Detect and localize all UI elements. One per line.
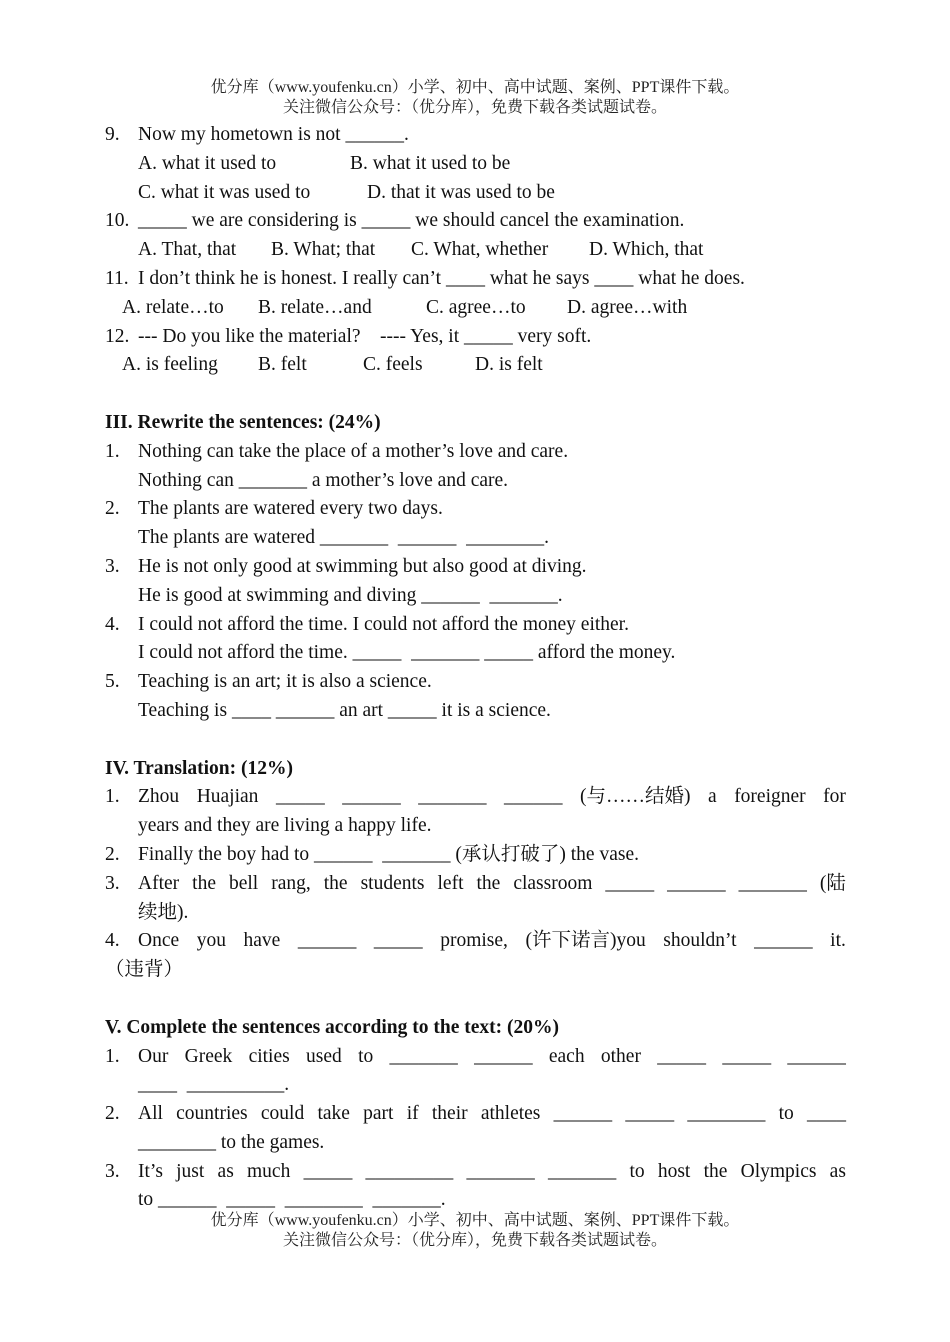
continuation: ________ to the games. bbox=[138, 1131, 325, 1153]
option-d: D. is felt bbox=[475, 354, 543, 376]
chinese-hint: (许下诺言)you bbox=[525, 930, 646, 952]
word: shouldn’t bbox=[663, 930, 737, 952]
blank: _______ bbox=[738, 872, 807, 894]
blank: ________ bbox=[687, 1103, 766, 1125]
item-number: 1. bbox=[105, 786, 120, 808]
question-number: 12. bbox=[105, 325, 130, 347]
option-a: A. what it used to bbox=[138, 152, 277, 174]
translation-item-1 bbox=[105, 783, 846, 841]
rewrite-list bbox=[105, 438, 846, 726]
footer-line-1: 优分库（www.youfenku.cn）小学、初中、高中试题、案例、PPT课件下载。 bbox=[210, 1212, 740, 1229]
translation-item-3 bbox=[105, 870, 846, 928]
word: Our bbox=[138, 1045, 169, 1067]
blank: ______ bbox=[503, 786, 563, 808]
rewrite-item-2 bbox=[105, 495, 846, 553]
option-a: A. is feeling bbox=[122, 354, 218, 376]
word: could bbox=[260, 1103, 305, 1125]
blank: _____ bbox=[722, 1045, 772, 1067]
rewrite-item-5 bbox=[105, 668, 846, 726]
rewrite-sentence: Teaching is ____ ______ an art _____ it is a science. bbox=[138, 699, 551, 721]
word: just bbox=[176, 1160, 205, 1182]
word: part bbox=[363, 1103, 394, 1125]
option-c: C. agree…to bbox=[426, 296, 526, 318]
question-stem: --- Do you like the material? ---- Yes, it _____ very soft. bbox=[138, 325, 592, 347]
rewrite-sentence: Nothing can _______ a mother’s love and care. bbox=[138, 469, 509, 491]
word: athletes bbox=[480, 1103, 541, 1125]
blank: ______ bbox=[667, 872, 726, 894]
word: to bbox=[778, 1103, 794, 1125]
word: as bbox=[829, 1160, 846, 1182]
option-b: B. felt bbox=[258, 354, 307, 376]
blank: _____ bbox=[625, 1103, 675, 1125]
option-c: C. feels bbox=[363, 354, 423, 376]
chinese-hint: （违背） bbox=[105, 959, 184, 981]
word: their bbox=[431, 1103, 468, 1125]
word: bell bbox=[228, 872, 259, 894]
word: other bbox=[600, 1045, 641, 1067]
word: used bbox=[306, 1045, 342, 1067]
original-sentence: Teaching is an art; it is also a science. bbox=[138, 671, 432, 693]
option-b: B. What; that bbox=[271, 239, 376, 261]
word: the bbox=[192, 872, 216, 894]
option-a: A. relate…to bbox=[122, 296, 224, 318]
item-number: 3. bbox=[105, 555, 120, 577]
justified-line bbox=[138, 783, 846, 812]
question-9 bbox=[105, 121, 846, 207]
option-b: B. what it used to be bbox=[350, 152, 511, 174]
word: it. bbox=[830, 930, 846, 952]
section-4-title: IV. Translation: (12%) bbox=[105, 757, 293, 779]
rewrite-sentence: I could not afford the time. _____ _______ _____ afford the money. bbox=[138, 642, 676, 664]
blank: ______ bbox=[342, 786, 401, 808]
word: promise, bbox=[440, 930, 508, 952]
blank: _______ bbox=[466, 1160, 535, 1182]
page-header bbox=[0, 78, 950, 118]
justified-line bbox=[138, 1043, 846, 1072]
blank: _______ bbox=[389, 1045, 458, 1067]
word: countries bbox=[176, 1103, 248, 1125]
item-number: 1. bbox=[105, 1045, 120, 1067]
rewrite-item-4 bbox=[105, 611, 846, 669]
word: Greek bbox=[184, 1045, 233, 1067]
option-d: D. agree…with bbox=[567, 296, 688, 318]
item-number: 5. bbox=[105, 671, 120, 693]
chinese-hint: (陆 bbox=[819, 872, 846, 894]
option-c: C. what it was used to bbox=[138, 181, 311, 203]
blank: ______ bbox=[474, 1045, 533, 1067]
word: you bbox=[196, 930, 226, 952]
word: if bbox=[406, 1103, 419, 1125]
justified-line bbox=[138, 1100, 846, 1129]
word: take bbox=[317, 1103, 350, 1125]
section-5-title: V. Complete the sentences according to the text: (20%) bbox=[105, 1016, 559, 1038]
footer-line-2: 关注微信公众号：（优分库），免费下载各类试题试卷。 bbox=[282, 1232, 667, 1249]
word: Olympics bbox=[740, 1160, 817, 1182]
original-sentence: I could not afford the time. I could not afford the money either. bbox=[138, 613, 629, 635]
blank: _____ bbox=[373, 930, 423, 952]
option-d: D. that it was used to be bbox=[367, 181, 555, 203]
rewrite-sentence: He is good at swimming and diving ______ _______. bbox=[138, 584, 563, 606]
word: classroom bbox=[513, 872, 593, 894]
question-number: 9. bbox=[105, 124, 120, 145]
blank: ______ bbox=[553, 1103, 613, 1125]
translation-item-2 bbox=[105, 841, 846, 870]
word: Zhou bbox=[138, 786, 180, 808]
word: After bbox=[138, 872, 180, 894]
blank: _______ bbox=[547, 1160, 617, 1182]
word: Once bbox=[138, 930, 180, 952]
item-number: 1. bbox=[105, 440, 120, 462]
word: much bbox=[247, 1160, 291, 1182]
blank: ______ bbox=[297, 930, 357, 952]
continuation: ____ __________. bbox=[138, 1074, 290, 1096]
blank: _______ bbox=[418, 786, 487, 808]
exam-content bbox=[105, 121, 846, 1215]
question-10 bbox=[105, 207, 846, 265]
page-footer bbox=[0, 1211, 950, 1251]
word: the bbox=[703, 1160, 728, 1182]
question-11 bbox=[105, 265, 846, 323]
word: foreigner bbox=[734, 786, 806, 808]
word: as bbox=[217, 1160, 234, 1182]
complete-item-2 bbox=[105, 1100, 846, 1158]
continuation: years and they are living a happy life. bbox=[138, 815, 432, 837]
complete-list bbox=[105, 1043, 846, 1216]
blank: ______ bbox=[754, 930, 813, 952]
word: the bbox=[323, 872, 348, 894]
item-number: 4. bbox=[105, 930, 120, 952]
complete-item-3 bbox=[105, 1158, 846, 1216]
option-d: D. Which, that bbox=[589, 239, 704, 261]
word: to bbox=[358, 1045, 374, 1067]
continuation: to ______ _____ ________ _______. bbox=[138, 1189, 446, 1211]
translation-list bbox=[105, 783, 846, 985]
word: a bbox=[708, 786, 717, 808]
question-number: 10. bbox=[105, 210, 130, 232]
word: left bbox=[437, 872, 464, 894]
original-sentence: The plants are watered every two days. bbox=[138, 498, 443, 520]
translation-item-4 bbox=[105, 927, 846, 985]
sentence: Finally the boy had to ______ _______ (承认打破了) the vase. bbox=[138, 843, 639, 865]
blank: ____ bbox=[807, 1103, 846, 1125]
word: students bbox=[360, 872, 425, 894]
blank: _____ bbox=[275, 786, 325, 808]
question-12 bbox=[105, 323, 846, 381]
word: cities bbox=[248, 1045, 290, 1067]
complete-item-1 bbox=[105, 1043, 846, 1101]
word: have bbox=[243, 930, 281, 952]
header-line-2: 关注微信公众号：（优分库），免费下载各类试题试卷。 bbox=[282, 99, 667, 116]
item-number: 3. bbox=[105, 1160, 120, 1182]
word: host bbox=[657, 1160, 691, 1182]
rewrite-item-3 bbox=[105, 553, 846, 611]
blank: ______ bbox=[787, 1045, 846, 1067]
blank: _____ bbox=[657, 1045, 707, 1067]
word: All bbox=[138, 1103, 163, 1125]
word: each bbox=[548, 1045, 585, 1067]
justified-line bbox=[138, 1158, 846, 1187]
original-sentence: He is not only good at swimming but also good at diving. bbox=[138, 555, 587, 577]
continuation: 续地). bbox=[138, 901, 189, 923]
item-number: 2. bbox=[105, 843, 120, 865]
item-number: 4. bbox=[105, 613, 120, 635]
item-number: 2. bbox=[105, 498, 120, 520]
justified-line bbox=[138, 927, 846, 956]
blank: _____ bbox=[303, 1160, 353, 1182]
original-sentence: Nothing can take the place of a mother’s love and care. bbox=[138, 440, 569, 462]
question-stem: _____ we are considering is _____ we should cancel the examination. bbox=[138, 210, 685, 232]
option-a: A. That, that bbox=[138, 239, 237, 261]
question-number: 11. bbox=[105, 267, 129, 289]
section-3-title: III. Rewrite the sentences: (24%) bbox=[105, 411, 381, 433]
blank: _____ bbox=[605, 872, 655, 894]
option-c: C. What, whether bbox=[411, 239, 549, 261]
chinese-hint: (与……结婚) bbox=[580, 786, 691, 808]
word: Huajian bbox=[196, 786, 259, 808]
word: rang, bbox=[271, 872, 311, 894]
word: to bbox=[629, 1160, 645, 1182]
justified-line bbox=[138, 870, 846, 899]
option-b: B. relate…and bbox=[258, 296, 372, 318]
question-stem: Now my hometown is not ______. bbox=[138, 124, 409, 145]
item-number: 2. bbox=[105, 1103, 120, 1125]
rewrite-sentence: The plants are watered _______ ______ ________. bbox=[138, 527, 550, 549]
header-line-1: 优分库（www.youfenku.cn）小学、初中、高中试题、案例、PPT课件下载。 bbox=[210, 79, 740, 96]
item-number: 3. bbox=[105, 872, 120, 894]
word: It’s bbox=[138, 1160, 163, 1182]
rewrite-item-1 bbox=[105, 438, 846, 496]
question-stem: I don’t think he is honest. I really can’t ____ what he says ____ what he does. bbox=[138, 267, 745, 289]
word: for bbox=[823, 786, 846, 808]
word: the bbox=[476, 872, 501, 894]
blank: _________ bbox=[365, 1160, 454, 1182]
